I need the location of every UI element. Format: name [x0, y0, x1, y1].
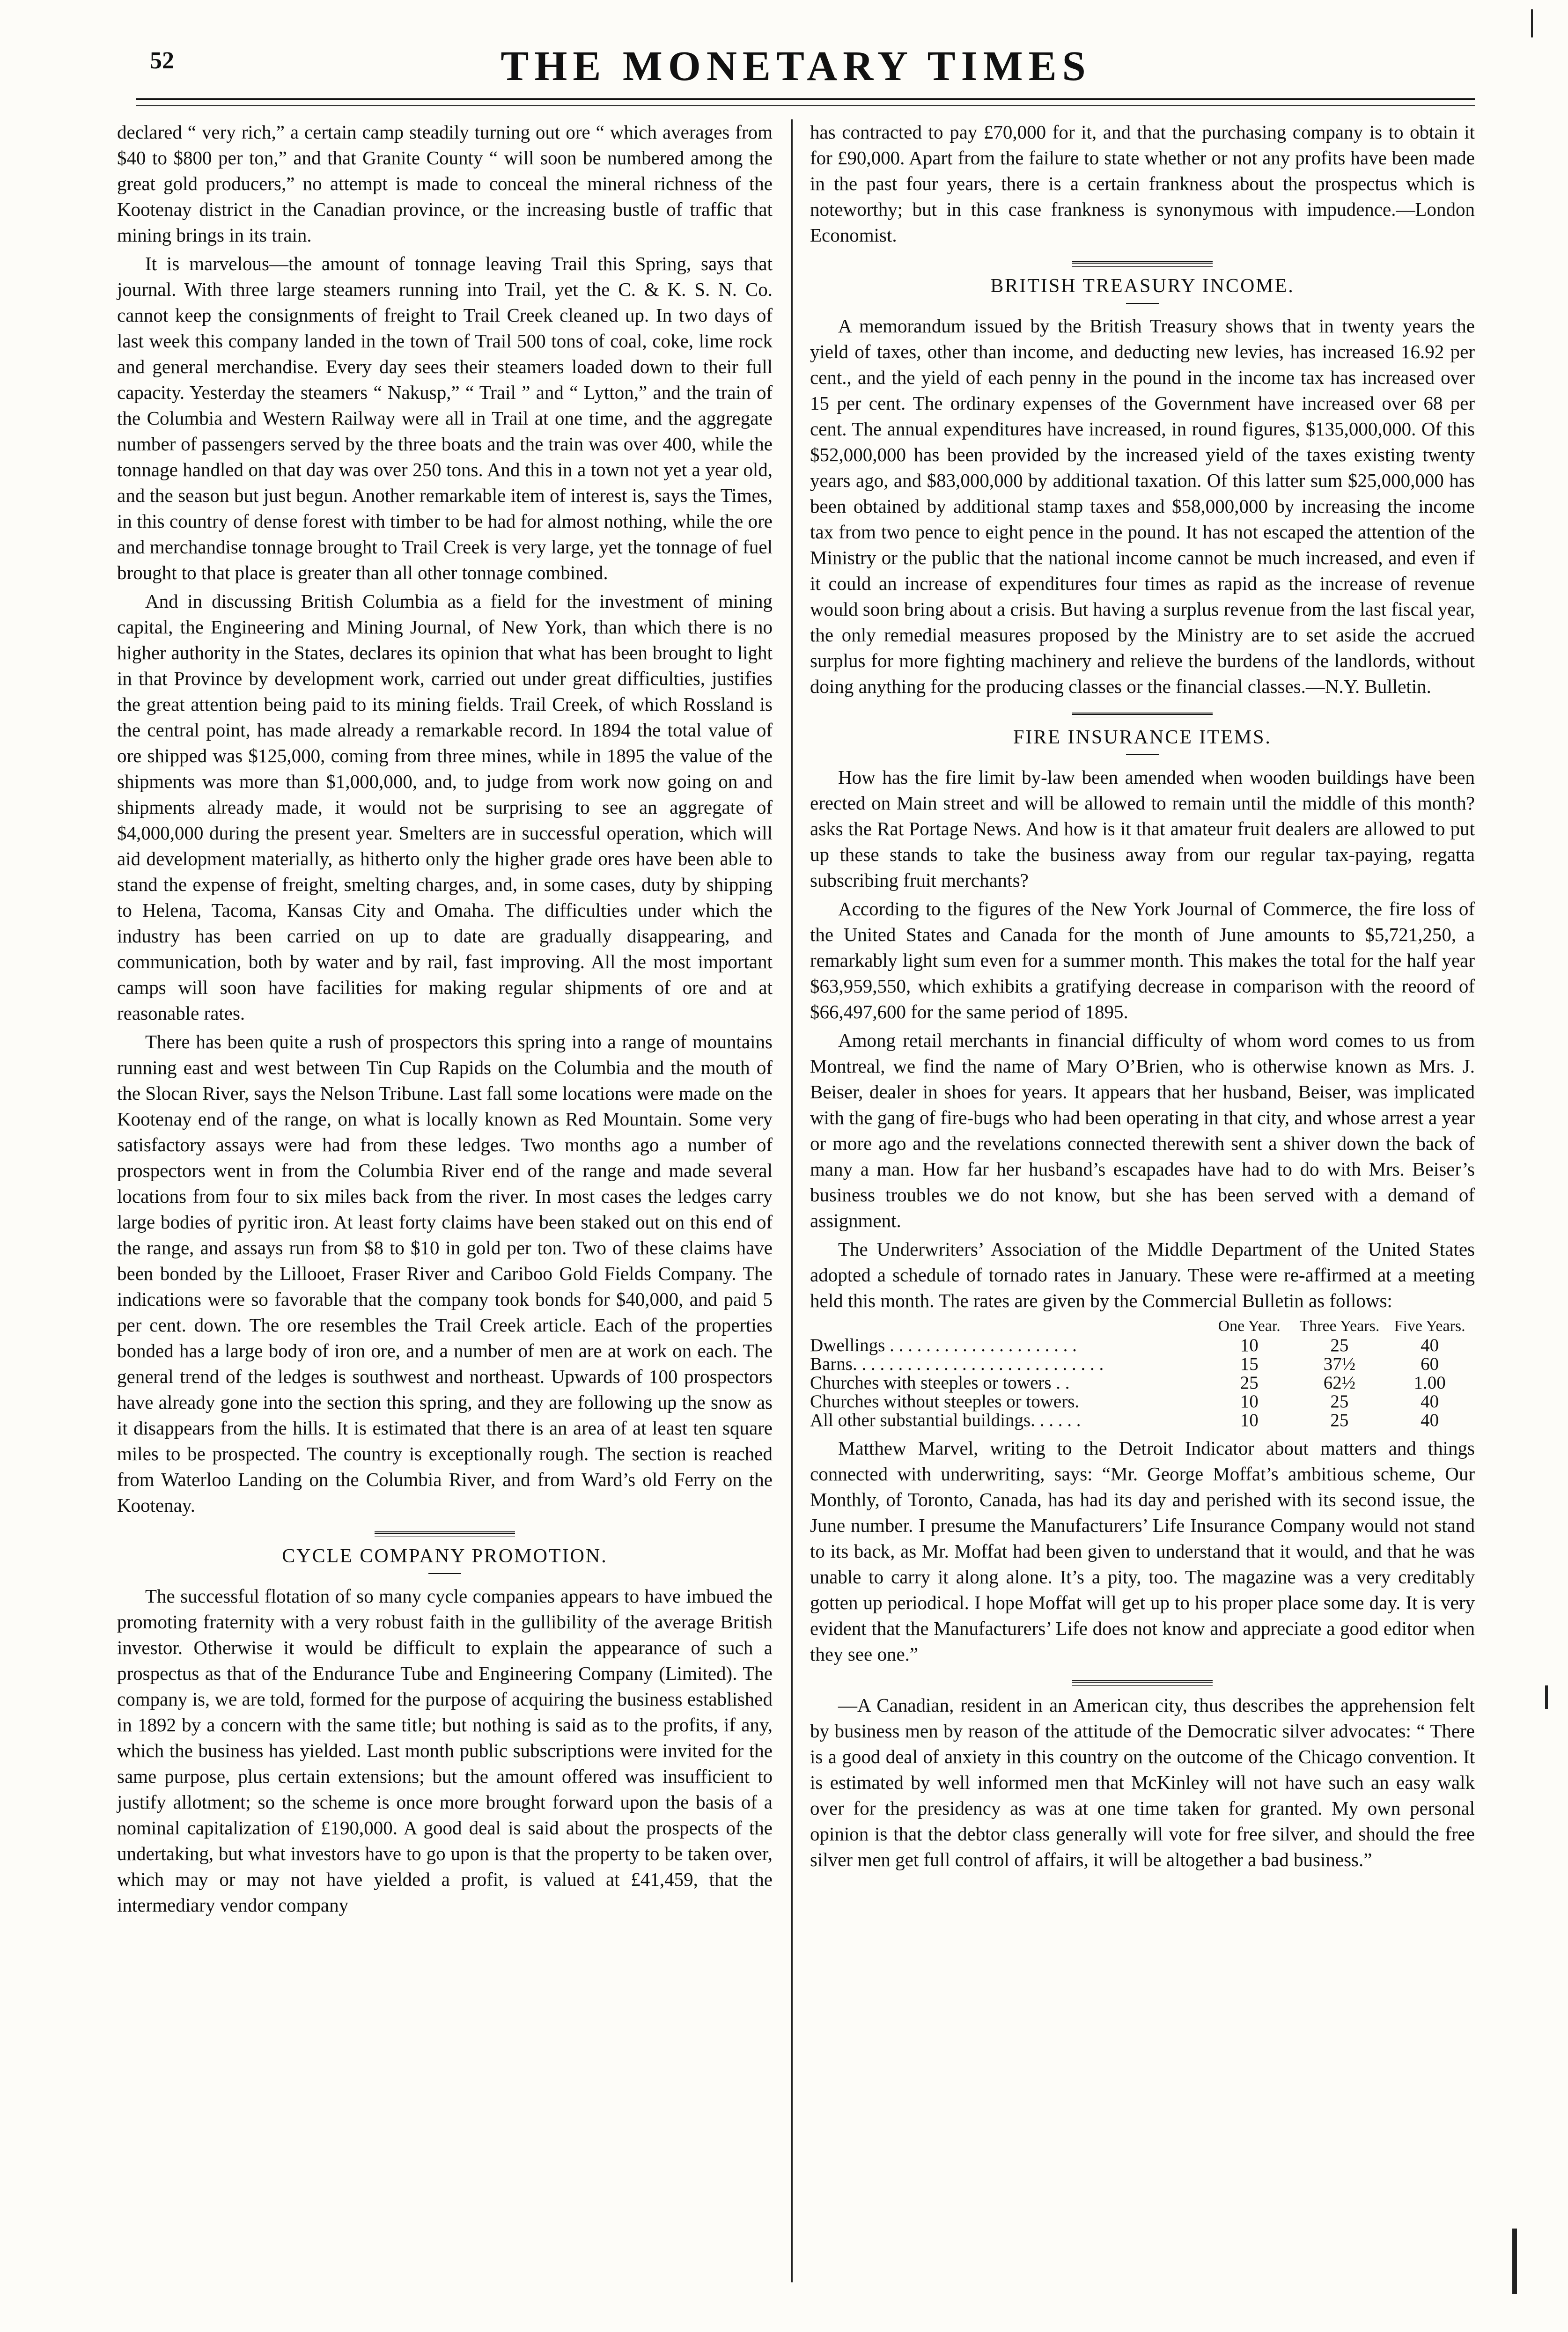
page-edge-mark — [1545, 1685, 1548, 1709]
article-paragraph: The Underwriters’ Association of the Middle Department of the United States adopted a schedule of tornado rates in January. These were re-affirmed at a meeting held this month. The rates are given by the Commercial Bulletin as follows: — [810, 1238, 1475, 1311]
article-paragraph: declared “ very rich,” a certain camp steadily turning out ore “ which averages from $40 to $800 per ton,” and that Granite County “ will soon be numbered among the great gold producers,” no attempt is made to conceal the mineral richness of the Kootenay district in the Canadian province, or the increasing bustle of traffic that mining brings in its train. — [117, 121, 773, 246]
row-label: Churches with steeples or towers . . — [810, 1373, 1070, 1393]
table-row — [810, 1411, 1475, 1430]
tornado-rates-table — [810, 1317, 1475, 1430]
section-heading-fire: FIRE INSURANCE ITEMS. — [1013, 727, 1272, 748]
section-heading-treasury: BRITISH TREASURY INCOME. — [990, 275, 1295, 297]
section-separator — [1072, 261, 1213, 267]
masthead-title: THE MONETARY TIMES — [501, 43, 1091, 89]
rate-cell: 25 — [1330, 1335, 1349, 1355]
header-rule-thin — [136, 105, 1475, 106]
rate-cell: 37½ — [1323, 1354, 1356, 1374]
rate-cell: 10 — [1240, 1410, 1259, 1430]
row-label: Churches without steeples or towers. — [810, 1391, 1080, 1412]
table-row — [810, 1336, 1475, 1355]
section-separator — [375, 1531, 515, 1537]
column-divider — [791, 119, 793, 2282]
article-paragraph: It is marvelous—the amount of tonnage leaving Trail this Spring, says that journal. With three large steamers running into Trail, yet the C. & K. S. N. Co. cannot keep the consignments of freight to Trail Creek cleaned up. In two days of last week this company landed in the town of Trail 500 tons of coal, coke, lime rock and general merchandise. Every day sees their steamers loaded down to their full capacity. Yesterday the steamers “ Nakusp,” “ Trail ” and “ Lytton,” and the train of the Columbia and Western Railway were all in Trail at one time, and the aggregate number of passengers served by the three boats and the train was over 400, while the tonnage handled on that day was over 250 tons. And this in a town not yet a year old, and the season but just begun. Another remarkable item of interest is, says the Times, in this country of dense forest with timber to be had for almost nothing, while the ore and merchandise tonnage brought to Trail Creek is very large, yet the tonnage of fuel brought to that place is greater than all other tonnage combined. — [117, 253, 773, 583]
column-header: Five Years. — [1394, 1317, 1465, 1335]
rate-cell: 60 — [1421, 1354, 1439, 1374]
article-paragraph: According to the figures of the New York Journal of Commerce, the fire loss of the United States and Canada for the month of June amounts to $5,721,250, a remarkably light sum even for a summer month. This makes the total for the half year $63,959,550, which exhibits a gratifying decrease in comparison with the reoord of $66,497,600 for the same period of 1895. — [810, 898, 1475, 1023]
section-separator — [1072, 713, 1213, 718]
section-separator — [1072, 1680, 1213, 1686]
table-row — [810, 1374, 1475, 1392]
right-column — [810, 119, 1475, 1876]
article-paragraph: There has been quite a rush of prospectors this spring into a range of mountains running east and west between Tin Cup Rapids on the Columbia and the mouth of the Slocan River, says the Nelson Tribune. Last fall some locations were made on the Kootenay end of the range, on what is locally known as Red Mountain. Some very satisfactory assays were had from these ledges. Two months ago a number of prospectors went in from the Columbia River end of the range and made several locations from four to six miles back from the river. In most cases the ledges carry large bodies of pyritic iron. At least forty claims have been staked out on this end of the range, and assays run from $8 to $10 in gold per ton. Two of these claims have been bonded by the Lillooet, Fraser River and Cariboo Gold Fields Company. The indications were so favorable that the company took bonds for $40,000, and paid 5 per cent. down. The ore resembles the Trail Creek article. Each of the properties bonded has a large body of iron ore, and a number of men are at work on each. The general trend of the ledges is southwest and northeast. Upwards of 100 prospectors have already gone into the section this spring, and they are following up the snow as it disappears from the hills. It is estimated that there is an area of at least ten square miles to be prospected. The country is exceptionally rough. The section is reached from Waterloo Landing on the Columbia River, and from Ward’s old Ferry on the Kootenay. — [117, 1031, 773, 1516]
article-paragraph: Matthew Marvel, writing to the Detroit Indicator about matters and things connected with underwriting, says: “Mr. George Moffat’s ambitious scheme, Our Monthly, of Toronto, Canada, has had its day and perished with its second issue, the June number. I presume the Manufacturers’ Life Insurance Company would not stand to its back, as Mr. Moffat had been given to understand that it would, and that he was unable to carry it along alone. It’s a pity, too. The magazine was a very creditably gotten up periodical. I hope Moffat will get up to his proper place some day. It is very evident that the Manufacturers’ Life does not know and appreciate a good editor when they see one.” — [810, 1437, 1475, 1665]
heading-rule — [1126, 303, 1159, 304]
article-paragraph: —A Canadian, resident in an American city, thus describes the apprehension felt by business men by reason of the attitude of the Democratic silver advocates: “ There is a good deal of anxiety in this country on the outcome of the Chicago convention. It is estimated by well informed men that McKinley will not have such an easy walk over for the presidency as was at one time taken for granted. My own personal opinion is that the debtor class generally will vote for free silver, and should the free silver men get full control of affairs, it will be altogether a bad business.” — [810, 1694, 1475, 1870]
article-paragraph: has contracted to pay £70,000 for it, and that the purchasing company is to obtain it for £90,000. Apart from the failure to state whether or not any profits have been made in the past four years, there is a certain frankness about the prospectus which is noteworthy; but in this case frankness is synonymous with impudence.—London Economist. — [810, 121, 1475, 246]
rate-cell: 40 — [1421, 1391, 1439, 1412]
rate-cell: 25 — [1240, 1373, 1259, 1393]
table-row — [810, 1392, 1475, 1411]
row-label: All other substantial buildings. . . . . . — [810, 1410, 1081, 1430]
left-column — [117, 119, 773, 1921]
article-paragraph: A memorandum issued by the British Treasury shows that in twenty years the yield of taxes, other than income, and deducting new levies, has increased 16.92 per cent., and the yield of each penny in the pound in the income tax has increased over 15 per cent. The ordinary expenses of the Government have increased over 68 per cent. The annual expenditures have increased, in round figures, $135,000,000. Of this $52,000,000 has been provided by the increased yield of the taxes existing twenty years ago, and $83,000,000 by additional taxation. Of this latter sum $25,000,000 has been obtained by additional stamp taxes and $58,000,000 by increasing the income tax from two pence to eight pence in the pound. It has not escaped the attention of the Ministry or the public that the national income cannot be much increased, and even if it could an increase of expenditures four times as rapid as the increase of revenue would soon bring about a crisis. But having a surplus revenue from the last fiscal year, the only remedial measures proposed by the Ministry are to set aside the accrued surplus for more fighting machinery and relieve the burdens of the landlords, without doing anything for the producing classes or the financial classes.—N.Y. Bulletin. — [810, 315, 1475, 697]
header-rule — [136, 98, 1475, 100]
column-header: One Year. — [1218, 1317, 1281, 1335]
article-paragraph: The successful flotation of so many cycle companies appears to have imbued the promoting fraternity with a very robust faith in the gullibility of the average British investor. Otherwise it would be difficult to explain the appearance of such a prospectus as that of the Endurance Tube and Engineering Company (Limited). The company is, we are told, formed for the purpose of acquiring the business established in 1892 by a concern with the same title; but nothing is said as to the profits, if any, which the business has yielded. Last month public subscriptions were invited for the same purpose, plus certain extensions; but the amount offered was insufficient to justify allotment; so the scheme is once more brought forward upon the basis of a nominal capitalization of £190,000. A good deal is said about the prospects of the undertaking, but what investors have to go upon is that the property to be taken over, which may or may not have yielded a profit, is valued at £41,459, that the intermediary vendor company — [117, 1585, 773, 1916]
page-header — [117, 37, 1475, 108]
page-edge-mark — [1512, 2229, 1517, 2294]
column-header: Three Years. — [1299, 1317, 1380, 1335]
table-row — [810, 1355, 1475, 1374]
heading-rule — [428, 1573, 461, 1574]
article-paragraph: How has the fire limit by-law been amended when wooden buildings have been erected on Main street and will be allowed to remain until the middle of this month? asks the Rat Portage News. And how is it that amateur fruit dealers are allowed to put up these stands to take the business away from our regular tax-paying, regatta subscribing fruit merchants? — [810, 766, 1475, 891]
rate-cell: 62½ — [1323, 1373, 1356, 1393]
rate-cell: 25 — [1330, 1391, 1349, 1412]
row-label: Barns. . . . . . . . . . . . . . . . . . . . . . . . . . . . — [810, 1354, 1104, 1374]
article-paragraph: Among retail merchants in financial difficulty of whom word comes to us from Montreal, we find the name of Mary O’Brien, who is otherwise known as Mrs. J. Beiser, dealer in shoes for years. It appears that her husband, Beiser, was implicated with the gang of fire-bugs who had been operating in that city, and whose arrest a year or more ago and the revelations connected therewith sent a shiver down the back of many a man. How far her husband’s escapades have had to do with Mrs. Beiser’s business troubles we do not know, but she has been served with a demand of assignment. — [810, 1030, 1475, 1231]
rate-cell: 40 — [1421, 1410, 1439, 1430]
newspaper-page — [117, 37, 1475, 2308]
row-label: Dwellings . . . . . . . . . . . . . . . . . . . . . — [810, 1335, 1077, 1355]
rate-cell: 1.00 — [1413, 1373, 1446, 1393]
article-paragraph: And in discussing British Columbia as a field for the investment of mining capital, the Engineering and Mining Journal, of New York, than which there is no higher authority in the States, declares its opinion that what has been brought to light in that Province by development work, carried out under great difficulties, justifies the great attention being paid to its mining fields. Trail Creek, of which Rossland is the central point, has made already a remarkable record. In 1894 the total value of ore shipped was $125,000, coming from three mines, while in 1895 the value of the shipments was more than $1,000,000, and, to judge from work now going on and shipments already made, it would not be surprising to see an aggregate of $4,000,000 during the present year. Smelters are in successful operation, which will aid development materially, as hitherto only the higher grade ores have been able to stand the expense of freight, smelting charges, and, in some cases, duty by shipping to Helena, Tacoma, Kansas City and Omaha. The difficulties under which the industry has been carried on up to date are gradually disappearing, and communication, both by water and by rail, fast improving. All the most important camps will soon have facilities for making regular shipments of ore and at reasonable rates. — [117, 590, 773, 1024]
section-heading-cycle: CYCLE COMPANY PROMOTION. — [282, 1545, 608, 1567]
page-edge-mark — [1531, 9, 1533, 37]
rate-cell: 15 — [1240, 1354, 1259, 1374]
heading-rule — [1126, 754, 1159, 755]
rate-cell: 10 — [1240, 1391, 1259, 1412]
page-number: 52 — [150, 47, 174, 74]
table-header-row — [810, 1317, 1475, 1336]
rate-cell: 25 — [1330, 1410, 1349, 1430]
rate-cell: 40 — [1421, 1335, 1439, 1355]
rate-cell: 10 — [1240, 1335, 1259, 1355]
